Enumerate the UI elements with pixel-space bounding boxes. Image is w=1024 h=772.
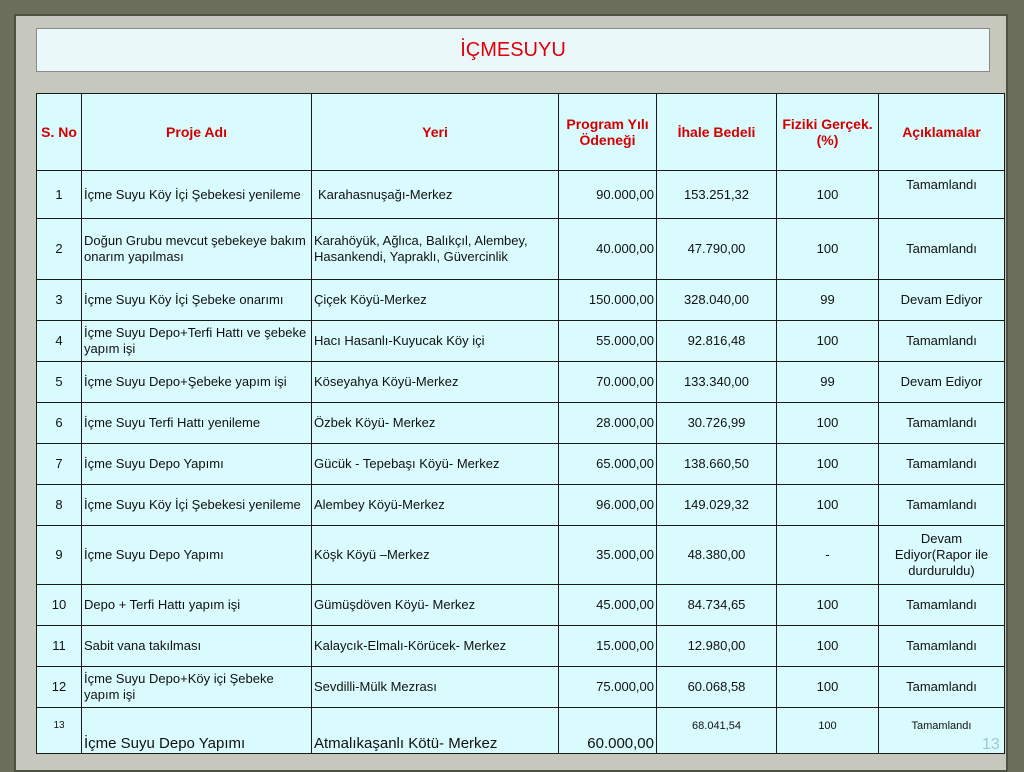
- table-row: [37, 403, 1005, 444]
- cell-location: Hacı Hasanlı-Kuyucak Köy içi: [312, 321, 559, 362]
- cell-notes: Tamamlandı: [879, 171, 1005, 219]
- cell-physical: 100: [777, 321, 879, 362]
- cell-program: 60.000,00: [559, 708, 657, 754]
- header-bid-price: İhale Bedeli: [657, 94, 777, 171]
- cell-project-name: İçme Suyu Depo+Terfi Hattı ve şebeke yapım işi: [82, 321, 312, 362]
- cell-project-name: Doğun Grubu mevcut şebekeye bakım onarım yapılması: [82, 219, 312, 280]
- table-row: [37, 585, 1005, 626]
- table-row: [37, 280, 1005, 321]
- cell-bid: 68.041,54: [657, 708, 777, 754]
- cell-program: 75.000,00: [559, 667, 657, 708]
- cell-no: 4: [37, 321, 82, 362]
- cell-program: 90.000,00: [559, 171, 657, 219]
- cell-location: Karahöyük, Ağlıca, Balıkçıl, Alembey, Hasankendi, Yapraklı, Güvercinlik: [312, 219, 559, 280]
- cell-physical: 99: [777, 280, 879, 321]
- cell-bid: 48.380,00: [657, 526, 777, 585]
- cell-notes: Tamamlandı: [879, 219, 1005, 280]
- cell-physical: 100: [777, 667, 879, 708]
- cell-location: Köseyahya Köyü-Merkez: [312, 362, 559, 403]
- cell-physical: 100: [777, 444, 879, 485]
- cell-no: 2: [37, 219, 82, 280]
- cell-program: 70.000,00: [559, 362, 657, 403]
- cell-location: Köşk Köyü –Merkez: [312, 526, 559, 585]
- table-row: [37, 526, 1005, 585]
- cell-no: 13: [37, 708, 82, 754]
- cell-notes: Tamamlandı: [879, 708, 1005, 754]
- header-no: S. No: [37, 94, 82, 171]
- header-program-allocation: Program Yılı Ödeneği: [559, 94, 657, 171]
- cell-no: 8: [37, 485, 82, 526]
- cell-notes: Devam Ediyor: [879, 362, 1005, 403]
- cell-program: 35.000,00: [559, 526, 657, 585]
- cell-location: Gümüşdöven Köyü- Merkez: [312, 585, 559, 626]
- cell-no: 11: [37, 626, 82, 667]
- cell-bid: 149.029,32: [657, 485, 777, 526]
- cell-bid: 47.790,00: [657, 219, 777, 280]
- cell-bid: 153.251,32: [657, 171, 777, 219]
- cell-program: 28.000,00: [559, 403, 657, 444]
- cell-physical: 100: [777, 403, 879, 444]
- cell-notes: Tamamlandı: [879, 585, 1005, 626]
- cell-project-name: İçme Suyu Köy İçi Şebeke onarımı: [82, 280, 312, 321]
- table-row: [37, 171, 1005, 219]
- table-row: [37, 485, 1005, 526]
- cell-no: 6: [37, 403, 82, 444]
- cell-location: Kalaycık-Elmalı-Körücek- Merkez: [312, 626, 559, 667]
- cell-project-name: Sabit vana takılması: [82, 626, 312, 667]
- cell-location: Sevdilli-Mülk Mezrası: [312, 667, 559, 708]
- cell-bid: 84.734,65: [657, 585, 777, 626]
- cell-project-name: İçme Suyu Köy İçi Şebekesi yenileme: [82, 485, 312, 526]
- cell-notes: Tamamlandı: [879, 444, 1005, 485]
- header-physical-progress: Fiziki Gerçek. (%): [777, 94, 879, 171]
- cell-project-name: İçme Suyu Depo Yapımı: [82, 444, 312, 485]
- table-row: [37, 362, 1005, 403]
- cell-no: 3: [37, 280, 82, 321]
- cell-notes: Tamamlandı: [879, 667, 1005, 708]
- cell-notes: Tamamlandı: [879, 403, 1005, 444]
- cell-physical: 100: [777, 485, 879, 526]
- projects-table: [36, 93, 1005, 754]
- table-row: [37, 219, 1005, 280]
- cell-program: 150.000,00: [559, 280, 657, 321]
- cell-no: 1: [37, 171, 82, 219]
- cell-notes: Devam Ediyor(Rapor ile durduruldu): [879, 526, 1005, 585]
- cell-notes: Tamamlandı: [879, 626, 1005, 667]
- cell-project-name: İçme Suyu Depo+Şebeke yapım işi: [82, 362, 312, 403]
- cell-no: 12: [37, 667, 82, 708]
- cell-physical: 100: [777, 708, 879, 754]
- cell-project-name: İçme Suyu Depo Yapımı: [82, 708, 312, 754]
- cell-notes: Tamamlandı: [879, 321, 1005, 362]
- page-title: İÇMESUYU: [460, 38, 566, 61]
- table-row: [37, 626, 1005, 667]
- table-row: [37, 444, 1005, 485]
- cell-location: Karahasnuşağı-Merkez: [312, 171, 559, 219]
- cell-project-name: İçme Suyu Depo Yapımı: [82, 526, 312, 585]
- cell-no: 7: [37, 444, 82, 485]
- header-location: Yeri: [312, 94, 559, 171]
- cell-bid: 328.040,00: [657, 280, 777, 321]
- page-number: 13: [982, 736, 1000, 753]
- cell-physical: 100: [777, 171, 879, 219]
- cell-bid: 133.340,00: [657, 362, 777, 403]
- cell-physical: 100: [777, 219, 879, 280]
- cell-bid: 30.726,99: [657, 403, 777, 444]
- cell-no: 5: [37, 362, 82, 403]
- cell-no: 10: [37, 585, 82, 626]
- cell-program: 96.000,00: [559, 485, 657, 526]
- cell-notes: Devam Ediyor: [879, 280, 1005, 321]
- header-project-name: Proje Adı: [82, 94, 312, 171]
- cell-project-name: İçme Suyu Terfi Hattı yenileme: [82, 403, 312, 444]
- header-notes: Açıklamalar: [879, 94, 1005, 171]
- table-row: [37, 708, 1005, 754]
- cell-physical: 100: [777, 626, 879, 667]
- cell-project-name: İçme Suyu Depo+Köy içi Şebeke yapım işi: [82, 667, 312, 708]
- cell-location: Çiçek Köyü-Merkez: [312, 280, 559, 321]
- table-header-row: [37, 94, 1005, 171]
- cell-program: 15.000,00: [559, 626, 657, 667]
- cell-program: 65.000,00: [559, 444, 657, 485]
- cell-no: 9: [37, 526, 82, 585]
- cell-project-name: Depo + Terfi Hattı yapım işi: [82, 585, 312, 626]
- cell-bid: 12.980,00: [657, 626, 777, 667]
- cell-location: Gücük - Tepebaşı Köyü- Merkez: [312, 444, 559, 485]
- table-row: [37, 321, 1005, 362]
- cell-location: Özbek Köyü- Merkez: [312, 403, 559, 444]
- cell-physical: -: [777, 526, 879, 585]
- cell-program: 55.000,00: [559, 321, 657, 362]
- cell-project-name: İçme Suyu Köy İçi Şebekesi yenileme: [82, 171, 312, 219]
- title-box: [36, 28, 990, 72]
- cell-bid: 60.068,58: [657, 667, 777, 708]
- cell-physical: 99: [777, 362, 879, 403]
- cell-location: Alembey Köyü-Merkez: [312, 485, 559, 526]
- cell-program: 45.000,00: [559, 585, 657, 626]
- cell-bid: 92.816,48: [657, 321, 777, 362]
- cell-program: 40.000,00: [559, 219, 657, 280]
- cell-notes: Tamamlandı: [879, 485, 1005, 526]
- cell-bid: 138.660,50: [657, 444, 777, 485]
- cell-location: Atmalıkaşanlı Kötü- Merkez: [312, 708, 559, 754]
- table-row: [37, 667, 1005, 708]
- cell-physical: 100: [777, 585, 879, 626]
